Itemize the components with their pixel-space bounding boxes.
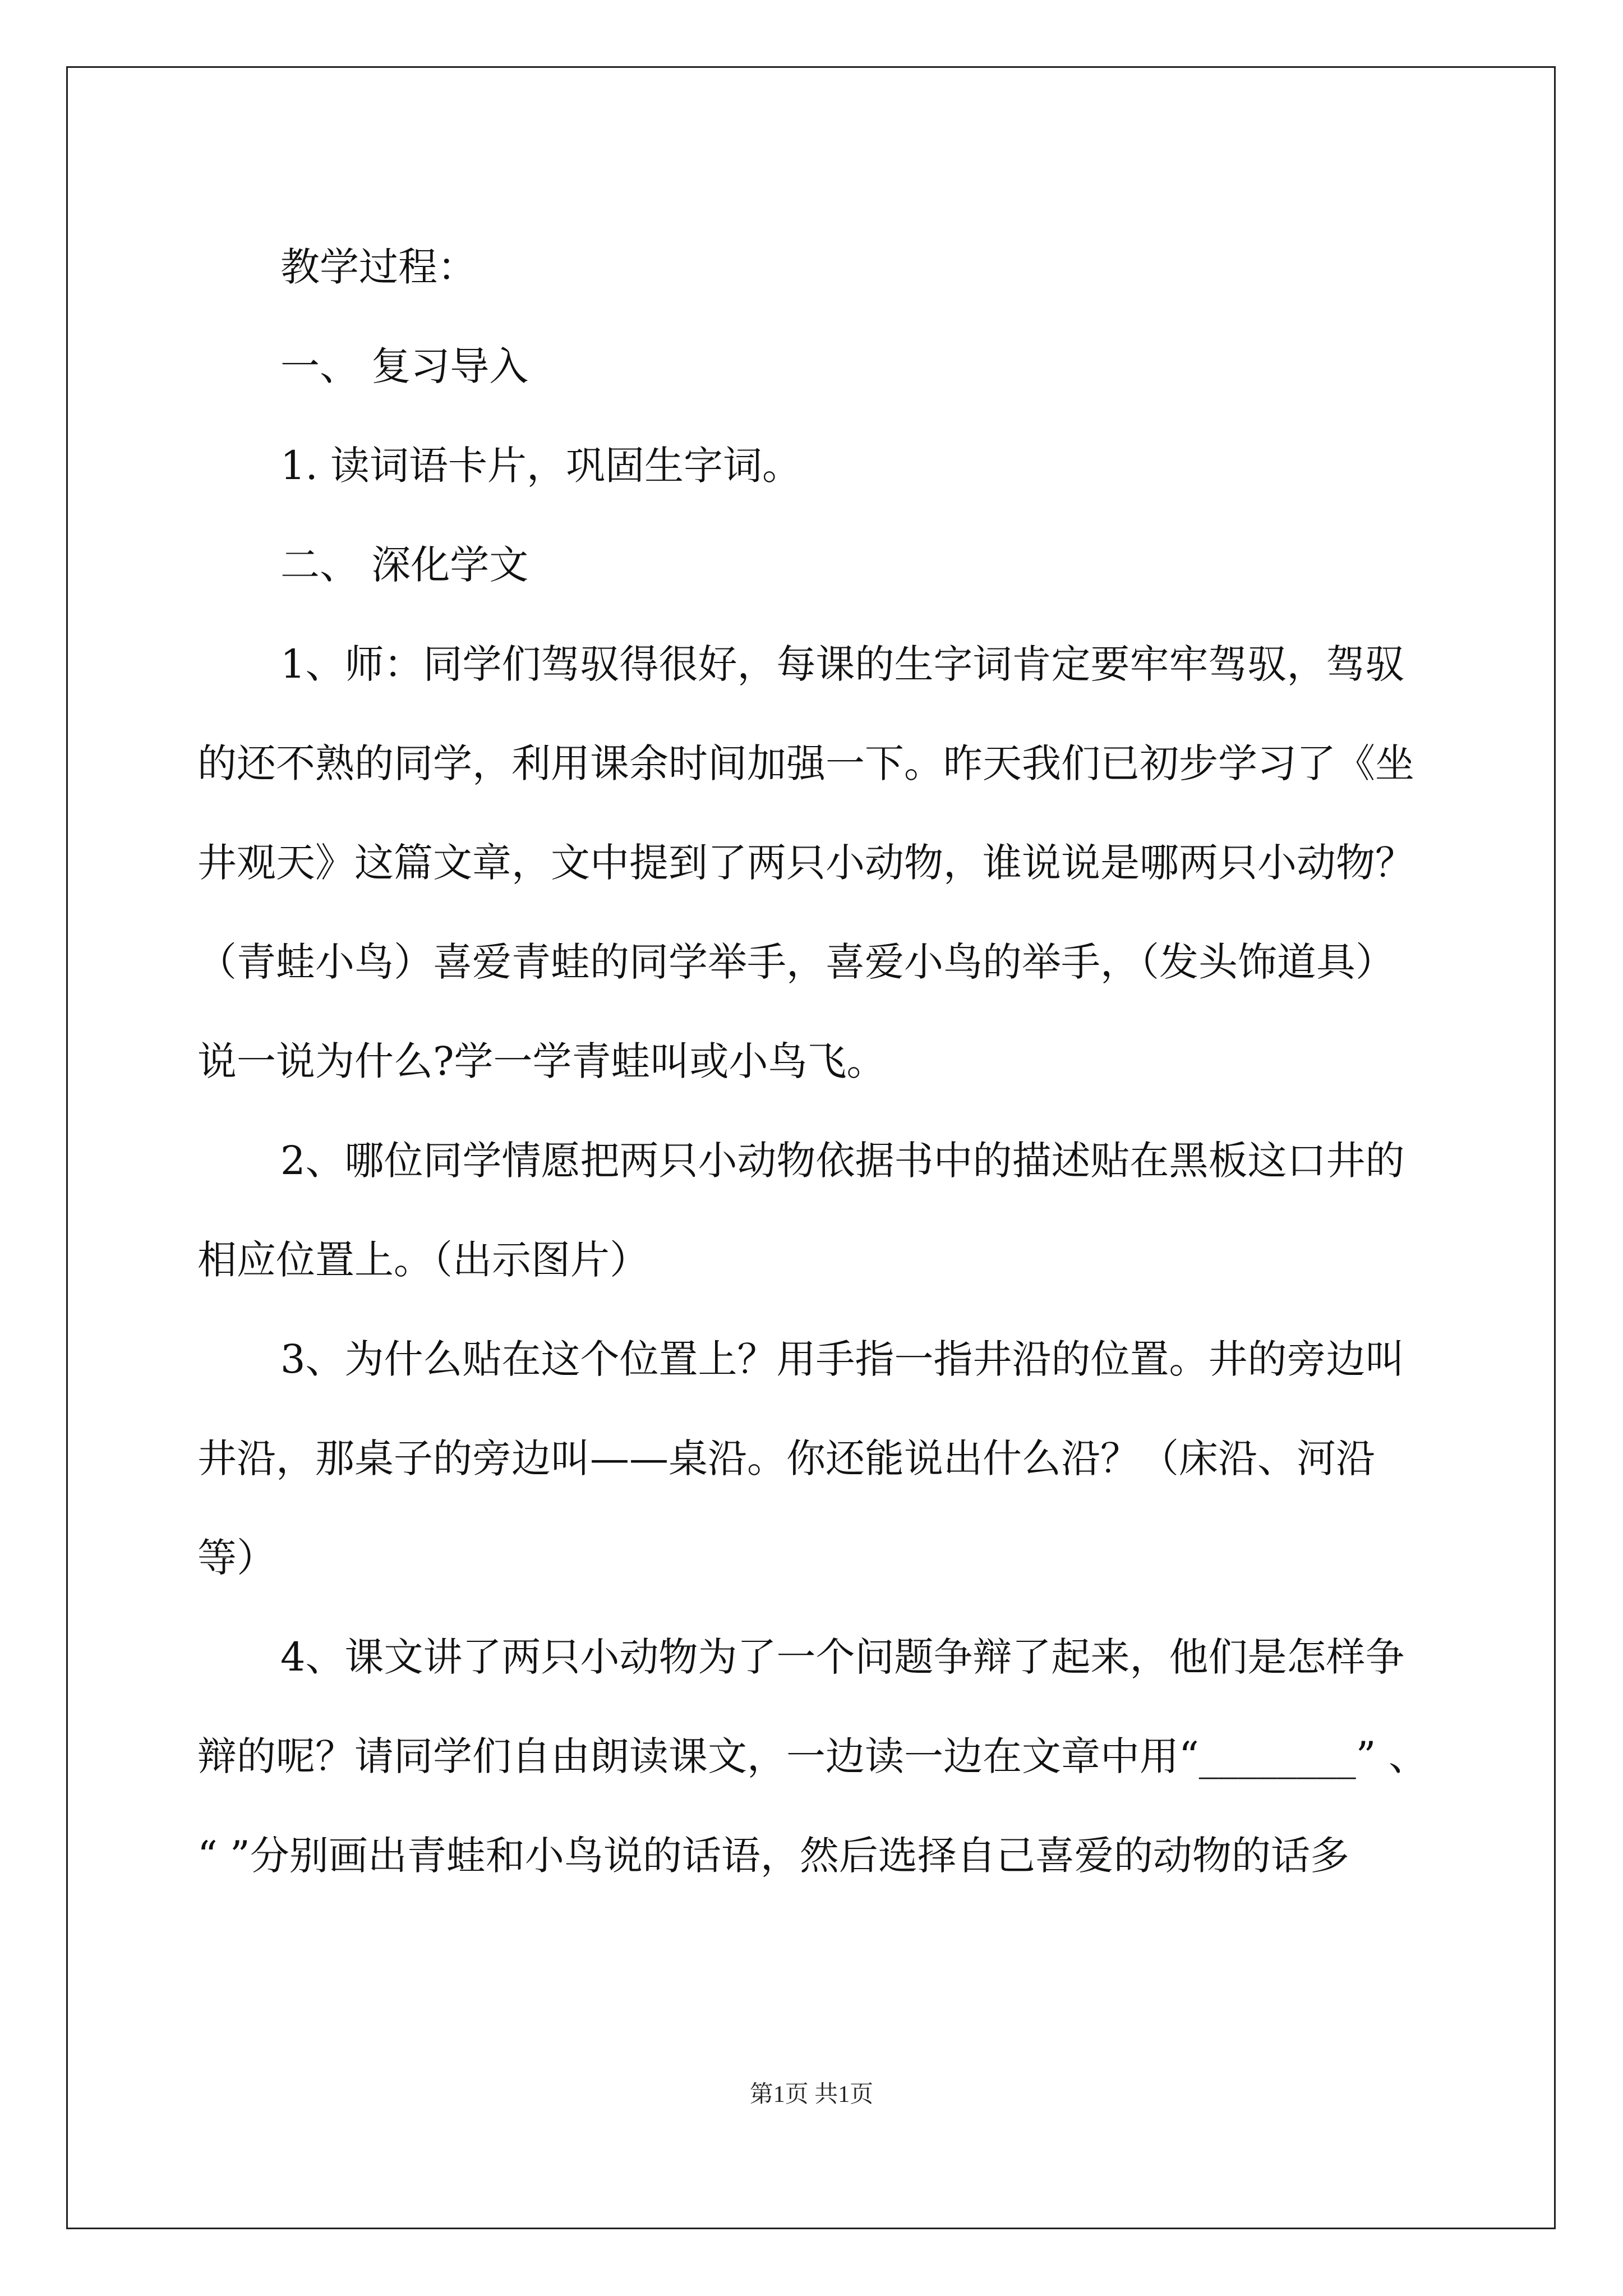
heading-teaching-process: 教学过程： — [280, 244, 477, 290]
paragraph-line: 说一说为什么?学一学青蛙叫或小鸟飞。 — [197, 1038, 886, 1084]
paragraph-line: 相应位置上。（出示图片） — [197, 1237, 649, 1283]
paragraph-line: 井观天》这篇文章，文中提到了两只小动物，谁说说是哪两只小动物？ — [197, 840, 1414, 886]
paragraph-line: 4、课文讲了两只小动物为了一个问题争辩了起来，他们是怎样争 — [280, 1634, 1405, 1680]
paragraph-line: 3、为什么贴在这个位置上？用手指一指井沿的位置。井的旁边叫 — [280, 1336, 1405, 1382]
paragraph-line: 1. 读词语卡片，巩固生字词。 — [280, 443, 802, 489]
paragraph-line: 等） — [197, 1535, 276, 1581]
document-body — [197, 218, 1426, 1906]
section-heading-review: 一、 复习导入 — [280, 343, 529, 389]
paragraph-line: “ ”分别画出青蛙和小鸟说的话语，然后选择自己喜爱的动物的话多 — [197, 1833, 1349, 1879]
paragraph-line: （青蛙小鸟）喜爱青蛙的同学举手，喜爱小鸟的举手，（发头饰道具） — [197, 939, 1395, 985]
paragraph-line: 1、师：同学们驾驭得很好，每课的生字词肯定要牢牢驾驭，驾驭 — [280, 641, 1405, 687]
paragraph-line: 的还不熟的同学，利用课余时间加强一下。昨天我们已初步学习了《坐 — [197, 740, 1414, 786]
paragraph-line: 2、哪位同学情愿把两只小动物依据书中的描述贴在黑板这口井的 — [280, 1138, 1405, 1184]
section-heading-deepen: 二、 深化学文 — [280, 542, 529, 588]
paragraph-line: 井沿，那桌子的旁边叫——桌沿。你还能说出什么沿？（床沿、河沿 — [197, 1435, 1375, 1481]
page-number-footer: 第1页 共1页 — [749, 2082, 874, 2108]
paragraph-line: 辩的呢？请同学们自由朗读课文，一边读一边在文章中用“________” 、 — [197, 1733, 1428, 1779]
